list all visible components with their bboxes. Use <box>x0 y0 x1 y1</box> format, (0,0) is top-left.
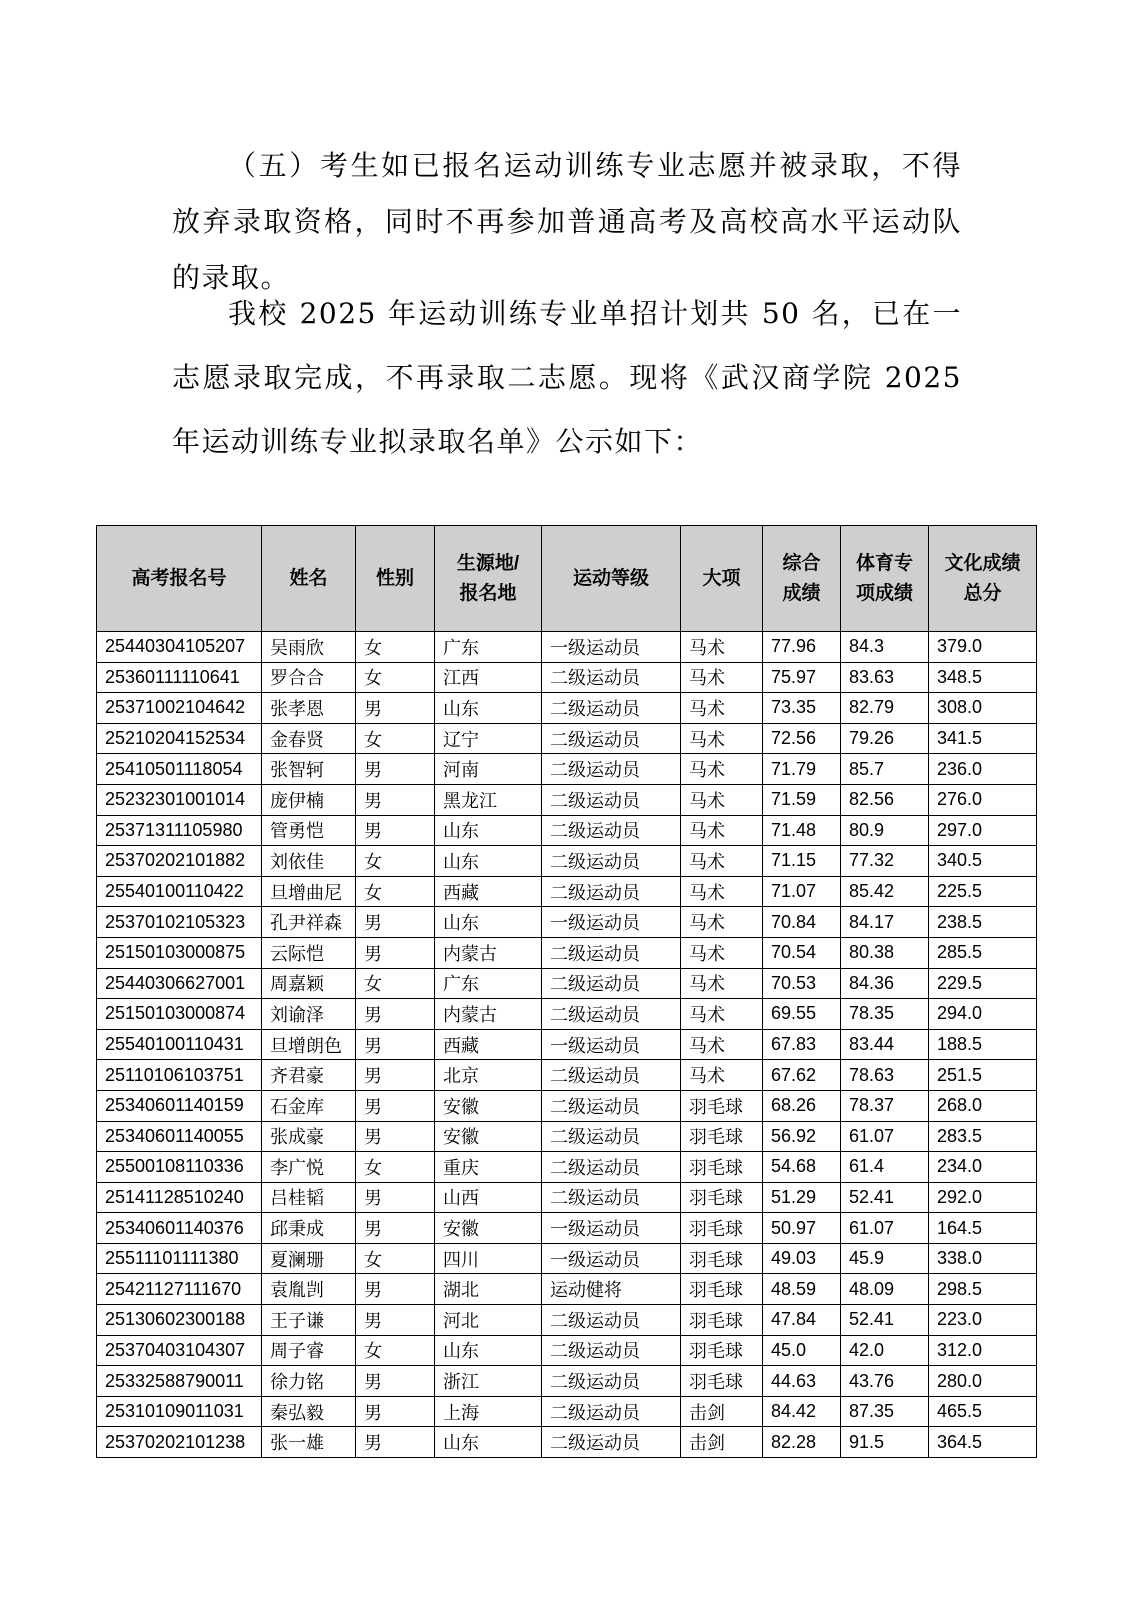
cell-event: 击剑 <box>681 1427 763 1458</box>
cell-culture-score: 188.5 <box>929 1029 1037 1060</box>
cell-event: 马术 <box>681 1060 763 1091</box>
cell-sport-level: 二级运动员 <box>542 662 681 693</box>
cell-name: 旦增曲尼 <box>262 876 356 907</box>
cell-sport-level: 二级运动员 <box>542 999 681 1030</box>
cell-origin: 重庆 <box>435 1152 542 1183</box>
cell-sport-score: 91.5 <box>841 1427 929 1458</box>
cell-composite-score: 51.29 <box>763 1182 841 1213</box>
cell-culture-score: 223.0 <box>929 1305 1037 1336</box>
cell-sport-level: 一级运动员 <box>542 1243 681 1274</box>
cell-sport-score: 48.09 <box>841 1274 929 1305</box>
cell-name: 周嘉颖 <box>262 968 356 999</box>
cell-sport-level: 二级运动员 <box>542 754 681 785</box>
cell-name: 云际恺 <box>262 937 356 968</box>
cell-culture-score: 292.0 <box>929 1182 1037 1213</box>
cell-name: 刘依佳 <box>262 846 356 877</box>
cell-culture-score: 251.5 <box>929 1060 1037 1091</box>
cell-composite-score: 54.68 <box>763 1152 841 1183</box>
cell-exam-id: 25210204152534 <box>97 723 262 754</box>
cell-exam-id: 25141128510240 <box>97 1182 262 1213</box>
cell-sport-level: 二级运动员 <box>542 846 681 877</box>
cell-sport-level: 二级运动员 <box>542 815 681 846</box>
table-row <box>97 1366 1037 1397</box>
cell-gender: 女 <box>356 632 435 663</box>
table-row <box>97 1213 1037 1244</box>
cell-composite-score: 70.84 <box>763 907 841 938</box>
cell-exam-id: 25130602300188 <box>97 1305 262 1336</box>
cell-exam-id: 25370202101238 <box>97 1427 262 1458</box>
cell-exam-id: 25370403104307 <box>97 1335 262 1366</box>
cell-name: 庞伊楠 <box>262 784 356 815</box>
table-row <box>97 1274 1037 1305</box>
cell-sport-score: 83.44 <box>841 1029 929 1060</box>
cell-culture-score: 236.0 <box>929 754 1037 785</box>
table-body <box>97 632 1037 1458</box>
cell-sport-score: 87.35 <box>841 1396 929 1427</box>
cell-composite-score: 56.92 <box>763 1121 841 1152</box>
cell-origin: 内蒙古 <box>435 937 542 968</box>
cell-composite-score: 50.97 <box>763 1213 841 1244</box>
table-row <box>97 937 1037 968</box>
cell-name: 徐力铭 <box>262 1366 356 1397</box>
cell-gender: 女 <box>356 846 435 877</box>
cell-event: 羽毛球 <box>681 1305 763 1336</box>
cell-sport-level: 一级运动员 <box>542 632 681 663</box>
table-row <box>97 1243 1037 1274</box>
cell-sport-score: 84.17 <box>841 907 929 938</box>
cell-culture-score: 379.0 <box>929 632 1037 663</box>
cell-event: 马术 <box>681 876 763 907</box>
cell-sport-level: 一级运动员 <box>542 1029 681 1060</box>
cell-composite-score: 47.84 <box>763 1305 841 1336</box>
cell-name: 旦增朗色 <box>262 1029 356 1060</box>
table-row <box>97 1427 1037 1458</box>
cell-culture-score: 294.0 <box>929 999 1037 1030</box>
cell-sport-score: 82.79 <box>841 693 929 724</box>
table-row <box>97 846 1037 877</box>
cell-exam-id: 25332588790011 <box>97 1366 262 1397</box>
cell-event: 马术 <box>681 968 763 999</box>
cell-sport-score: 45.9 <box>841 1243 929 1274</box>
cell-culture-score: 234.0 <box>929 1152 1037 1183</box>
cell-exam-id: 25440304105207 <box>97 632 262 663</box>
cell-exam-id: 25110106103751 <box>97 1060 262 1091</box>
table-row <box>97 907 1037 938</box>
cell-sport-score: 52.41 <box>841 1305 929 1336</box>
cell-sport-score: 84.36 <box>841 968 929 999</box>
cell-origin: 山东 <box>435 846 542 877</box>
table-row <box>97 1029 1037 1060</box>
admission-list-table <box>96 525 1037 1458</box>
cell-sport-score: 52.41 <box>841 1182 929 1213</box>
cell-composite-score: 84.42 <box>763 1396 841 1427</box>
cell-name: 石金库 <box>262 1090 356 1121</box>
header-name: 姓名 <box>262 526 356 632</box>
cell-culture-score: 229.5 <box>929 968 1037 999</box>
cell-sport-score: 61.07 <box>841 1121 929 1152</box>
cell-sport-level: 二级运动员 <box>542 693 681 724</box>
cell-origin: 西藏 <box>435 876 542 907</box>
cell-exam-id: 25340601140376 <box>97 1213 262 1244</box>
cell-composite-score: 71.79 <box>763 754 841 785</box>
cell-gender: 男 <box>356 784 435 815</box>
cell-culture-score: 308.0 <box>929 693 1037 724</box>
cell-sport-score: 85.7 <box>841 754 929 785</box>
cell-sport-score: 83.63 <box>841 662 929 693</box>
cell-culture-score: 465.5 <box>929 1396 1037 1427</box>
paragraph-announcement: 我校 2025 年运动训练专业单招计划共 50 名，已在一志愿录取完成，不再录取二志愿。现将《武汉商学院 2025 年运动训练专业拟录取名单》公示如下： <box>172 297 962 458</box>
cell-sport-level: 二级运动员 <box>542 1182 681 1213</box>
cell-event: 马术 <box>681 937 763 968</box>
cell-origin: 山东 <box>435 815 542 846</box>
cell-composite-score: 72.56 <box>763 723 841 754</box>
cell-gender: 男 <box>356 1305 435 1336</box>
table-row <box>97 876 1037 907</box>
cell-composite-score: 77.96 <box>763 632 841 663</box>
cell-name: 刘谕泽 <box>262 999 356 1030</box>
cell-culture-score: 338.0 <box>929 1243 1037 1274</box>
cell-exam-id: 25500108110336 <box>97 1152 262 1183</box>
cell-sport-level: 二级运动员 <box>542 784 681 815</box>
cell-gender: 男 <box>356 693 435 724</box>
table-row <box>97 1121 1037 1152</box>
cell-name: 管勇恺 <box>262 815 356 846</box>
cell-culture-score: 276.0 <box>929 784 1037 815</box>
cell-name: 夏澜珊 <box>262 1243 356 1274</box>
cell-gender: 男 <box>356 999 435 1030</box>
cell-gender: 女 <box>356 1152 435 1183</box>
cell-name: 李广悦 <box>262 1152 356 1183</box>
cell-gender: 男 <box>356 1121 435 1152</box>
cell-event: 马术 <box>681 723 763 754</box>
cell-composite-score: 70.53 <box>763 968 841 999</box>
cell-culture-score: 298.5 <box>929 1274 1037 1305</box>
cell-composite-score: 71.59 <box>763 784 841 815</box>
cell-gender: 男 <box>356 937 435 968</box>
cell-origin: 安徽 <box>435 1090 542 1121</box>
cell-sport-score: 42.0 <box>841 1335 929 1366</box>
cell-name: 金春贤 <box>262 723 356 754</box>
cell-culture-score: 268.0 <box>929 1090 1037 1121</box>
header-composite-score: 综合成绩 <box>763 526 841 632</box>
cell-composite-score: 67.83 <box>763 1029 841 1060</box>
cell-composite-score: 48.59 <box>763 1274 841 1305</box>
cell-name: 张一雄 <box>262 1427 356 1458</box>
cell-exam-id: 25370202101882 <box>97 846 262 877</box>
cell-exam-id: 25150103000874 <box>97 999 262 1030</box>
cell-event: 马术 <box>681 907 763 938</box>
cell-composite-score: 71.07 <box>763 876 841 907</box>
table-row <box>97 1090 1037 1121</box>
cell-sport-level: 二级运动员 <box>542 723 681 754</box>
cell-event: 羽毛球 <box>681 1152 763 1183</box>
cell-gender: 男 <box>356 754 435 785</box>
cell-gender: 男 <box>356 907 435 938</box>
cell-sport-score: 61.4 <box>841 1152 929 1183</box>
cell-gender: 女 <box>356 723 435 754</box>
cell-origin: 广东 <box>435 632 542 663</box>
cell-gender: 男 <box>356 1427 435 1458</box>
table-row <box>97 662 1037 693</box>
cell-gender: 女 <box>356 1335 435 1366</box>
cell-event: 羽毛球 <box>681 1121 763 1152</box>
cell-origin: 山西 <box>435 1182 542 1213</box>
cell-event: 马术 <box>681 784 763 815</box>
cell-culture-score: 164.5 <box>929 1213 1037 1244</box>
cell-origin: 四川 <box>435 1243 542 1274</box>
cell-sport-score: 84.3 <box>841 632 929 663</box>
table-row <box>97 1396 1037 1427</box>
cell-exam-id: 25232301001014 <box>97 784 262 815</box>
cell-event: 羽毛球 <box>681 1335 763 1366</box>
cell-composite-score: 82.28 <box>763 1427 841 1458</box>
cell-sport-level: 二级运动员 <box>542 1396 681 1427</box>
cell-sport-level: 二级运动员 <box>542 1060 681 1091</box>
cell-gender: 男 <box>356 1396 435 1427</box>
cell-gender: 男 <box>356 1366 435 1397</box>
cell-gender: 男 <box>356 1090 435 1121</box>
cell-event: 羽毛球 <box>681 1182 763 1213</box>
table-row <box>97 1060 1037 1091</box>
cell-exam-id: 25340601140055 <box>97 1121 262 1152</box>
cell-exam-id: 25150103000875 <box>97 937 262 968</box>
cell-event: 马术 <box>681 999 763 1030</box>
cell-origin: 上海 <box>435 1396 542 1427</box>
cell-origin: 山东 <box>435 1427 542 1458</box>
cell-name: 罗合合 <box>262 662 356 693</box>
cell-culture-score: 283.5 <box>929 1121 1037 1152</box>
table-row <box>97 1182 1037 1213</box>
cell-origin: 内蒙古 <box>435 999 542 1030</box>
cell-name: 张孝恩 <box>262 693 356 724</box>
cell-sport-score: 78.37 <box>841 1090 929 1121</box>
table-row <box>97 723 1037 754</box>
table-header-row <box>97 526 1037 632</box>
table-row <box>97 693 1037 724</box>
header-sport-level: 运动等级 <box>542 526 681 632</box>
cell-origin: 浙江 <box>435 1366 542 1397</box>
cell-name: 邱秉成 <box>262 1213 356 1244</box>
cell-sport-level: 二级运动员 <box>542 937 681 968</box>
cell-composite-score: 71.15 <box>763 846 841 877</box>
cell-sport-level: 二级运动员 <box>542 876 681 907</box>
cell-name: 吕桂韬 <box>262 1182 356 1213</box>
cell-event: 马术 <box>681 693 763 724</box>
cell-gender: 女 <box>356 662 435 693</box>
cell-gender: 男 <box>356 1029 435 1060</box>
cell-event: 羽毛球 <box>681 1213 763 1244</box>
cell-gender: 女 <box>356 968 435 999</box>
cell-sport-score: 80.38 <box>841 937 929 968</box>
cell-culture-score: 341.5 <box>929 723 1037 754</box>
cell-sport-level: 二级运动员 <box>542 1090 681 1121</box>
cell-sport-level: 一级运动员 <box>542 1213 681 1244</box>
cell-sport-level: 二级运动员 <box>542 1152 681 1183</box>
cell-sport-level: 一级运动员 <box>542 907 681 938</box>
table-row <box>97 1305 1037 1336</box>
header-event: 大项 <box>681 526 763 632</box>
cell-name: 秦弘毅 <box>262 1396 356 1427</box>
cell-sport-score: 78.63 <box>841 1060 929 1091</box>
table-row <box>97 999 1037 1030</box>
cell-composite-score: 67.62 <box>763 1060 841 1091</box>
cell-origin: 安徽 <box>435 1213 542 1244</box>
cell-name: 袁胤剀 <box>262 1274 356 1305</box>
cell-culture-score: 285.5 <box>929 937 1037 968</box>
cell-gender: 男 <box>356 1274 435 1305</box>
cell-culture-score: 280.0 <box>929 1366 1037 1397</box>
cell-origin: 西藏 <box>435 1029 542 1060</box>
table-row <box>97 1152 1037 1183</box>
cell-gender: 男 <box>356 1060 435 1091</box>
table-row <box>97 1335 1037 1366</box>
cell-gender: 男 <box>356 1213 435 1244</box>
cell-composite-score: 49.03 <box>763 1243 841 1274</box>
cell-gender: 女 <box>356 1243 435 1274</box>
cell-name: 张成豪 <box>262 1121 356 1152</box>
cell-name: 张智轲 <box>262 754 356 785</box>
cell-origin: 河南 <box>435 754 542 785</box>
header-gender: 性别 <box>356 526 435 632</box>
cell-event: 击剑 <box>681 1396 763 1427</box>
cell-sport-score: 82.56 <box>841 784 929 815</box>
cell-sport-score: 85.42 <box>841 876 929 907</box>
table-row <box>97 784 1037 815</box>
cell-culture-score: 297.0 <box>929 815 1037 846</box>
cell-event: 羽毛球 <box>681 1090 763 1121</box>
cell-event: 羽毛球 <box>681 1274 763 1305</box>
cell-origin: 黑龙江 <box>435 784 542 815</box>
cell-origin: 山东 <box>435 693 542 724</box>
cell-composite-score: 69.55 <box>763 999 841 1030</box>
cell-sport-score: 43.76 <box>841 1366 929 1397</box>
cell-composite-score: 71.48 <box>763 815 841 846</box>
cell-culture-score: 312.0 <box>929 1335 1037 1366</box>
cell-origin: 北京 <box>435 1060 542 1091</box>
cell-sport-score: 77.32 <box>841 846 929 877</box>
cell-sport-level: 运动健将 <box>542 1274 681 1305</box>
cell-exam-id: 25440306627001 <box>97 968 262 999</box>
cell-origin: 山东 <box>435 907 542 938</box>
header-exam-id: 高考报名号 <box>97 526 262 632</box>
cell-name: 齐君豪 <box>262 1060 356 1091</box>
cell-sport-level: 二级运动员 <box>542 1366 681 1397</box>
table-row <box>97 632 1037 663</box>
cell-gender: 男 <box>356 1182 435 1213</box>
cell-exam-id: 25360111110641 <box>97 662 262 693</box>
cell-origin: 安徽 <box>435 1121 542 1152</box>
cell-exam-id: 25310109011031 <box>97 1396 262 1427</box>
cell-origin: 河北 <box>435 1305 542 1336</box>
cell-event: 马术 <box>681 1029 763 1060</box>
cell-exam-id: 25371311105980 <box>97 815 262 846</box>
cell-culture-score: 225.5 <box>929 876 1037 907</box>
cell-gender: 女 <box>356 876 435 907</box>
cell-exam-id: 25511101111380 <box>97 1243 262 1274</box>
header-sport-score: 体育专项成绩 <box>841 526 929 632</box>
cell-event: 马术 <box>681 815 763 846</box>
cell-event: 马术 <box>681 754 763 785</box>
cell-name: 王子谦 <box>262 1305 356 1336</box>
cell-origin: 广东 <box>435 968 542 999</box>
cell-sport-score: 61.07 <box>841 1213 929 1244</box>
cell-composite-score: 73.35 <box>763 693 841 724</box>
cell-exam-id: 25371002104642 <box>97 693 262 724</box>
cell-event: 羽毛球 <box>681 1366 763 1397</box>
cell-sport-score: 80.9 <box>841 815 929 846</box>
cell-sport-score: 79.26 <box>841 723 929 754</box>
paragraph-admission-rule: （五）考生如已报名运动训练专业志愿并被录取，不得放弃录取资格，同时不再参加普通高考及高校高水平运动队的录取。 <box>172 149 962 294</box>
cell-exam-id: 25340601140159 <box>97 1090 262 1121</box>
cell-sport-level: 二级运动员 <box>542 1335 681 1366</box>
cell-exam-id: 25370102105323 <box>97 907 262 938</box>
table-row <box>97 815 1037 846</box>
cell-composite-score: 75.97 <box>763 662 841 693</box>
cell-composite-score: 70.54 <box>763 937 841 968</box>
table-row <box>97 968 1037 999</box>
cell-origin: 江西 <box>435 662 542 693</box>
cell-culture-score: 364.5 <box>929 1427 1037 1458</box>
cell-event: 羽毛球 <box>681 1243 763 1274</box>
cell-event: 马术 <box>681 846 763 877</box>
cell-culture-score: 348.5 <box>929 662 1037 693</box>
cell-gender: 男 <box>356 815 435 846</box>
cell-exam-id: 25540100110431 <box>97 1029 262 1060</box>
cell-sport-level: 二级运动员 <box>542 968 681 999</box>
header-culture-score: 文化成绩总分 <box>929 526 1037 632</box>
cell-culture-score: 238.5 <box>929 907 1037 938</box>
cell-sport-level: 二级运动员 <box>542 1427 681 1458</box>
cell-composite-score: 68.26 <box>763 1090 841 1121</box>
cell-composite-score: 45.0 <box>763 1335 841 1366</box>
cell-sport-level: 二级运动员 <box>542 1305 681 1336</box>
cell-name: 孔尹祥森 <box>262 907 356 938</box>
cell-exam-id: 25540100110422 <box>97 876 262 907</box>
cell-exam-id: 25421127111670 <box>97 1274 262 1305</box>
cell-sport-score: 78.35 <box>841 999 929 1030</box>
cell-origin: 湖北 <box>435 1274 542 1305</box>
cell-name: 周子睿 <box>262 1335 356 1366</box>
cell-origin: 山东 <box>435 1335 542 1366</box>
cell-sport-level: 二级运动员 <box>542 1121 681 1152</box>
cell-event: 马术 <box>681 662 763 693</box>
table-row <box>97 754 1037 785</box>
header-origin: 生源地/报名地 <box>435 526 542 632</box>
cell-culture-score: 340.5 <box>929 846 1037 877</box>
cell-origin: 辽宁 <box>435 723 542 754</box>
cell-composite-score: 44.63 <box>763 1366 841 1397</box>
cell-event: 马术 <box>681 632 763 663</box>
cell-name: 吴雨欣 <box>262 632 356 663</box>
cell-exam-id: 25410501118054 <box>97 754 262 785</box>
